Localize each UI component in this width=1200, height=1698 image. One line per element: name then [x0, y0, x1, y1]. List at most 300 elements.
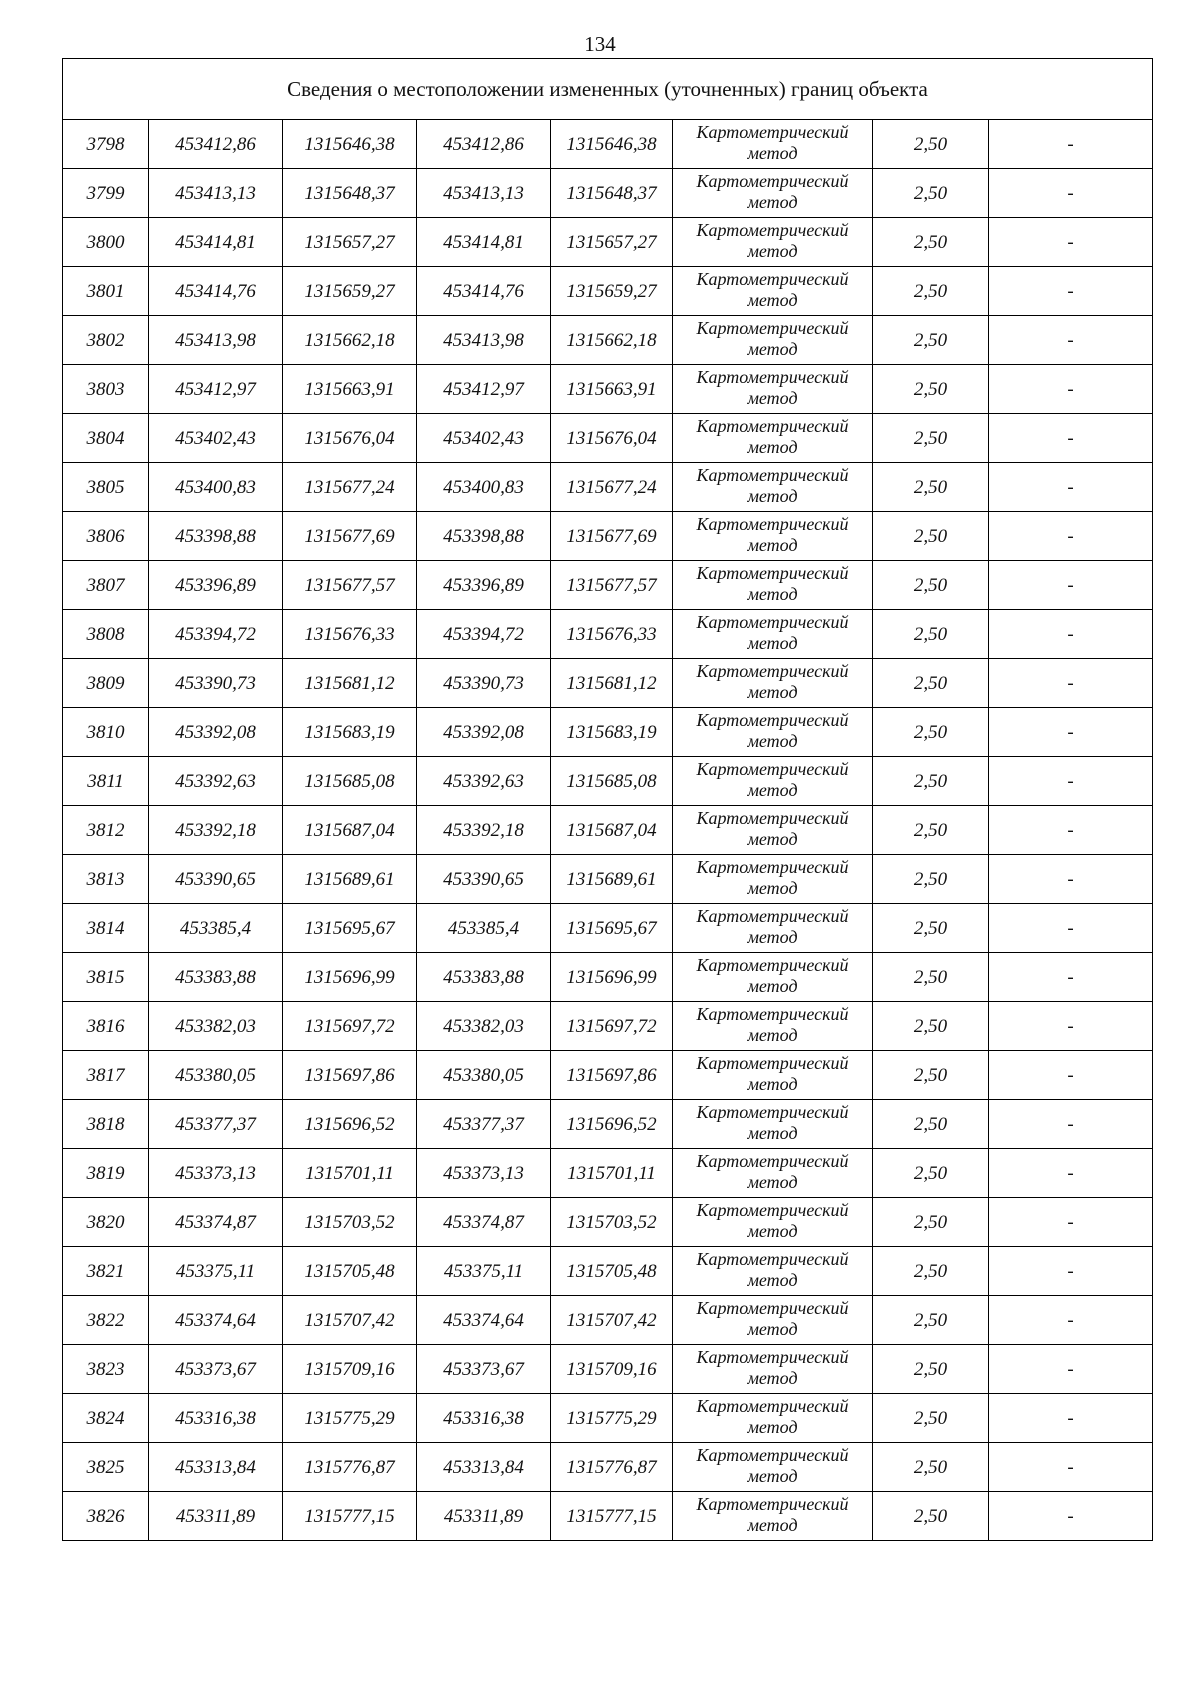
y-existing-cell: 1315685,08 [283, 757, 417, 806]
method-line-2: метод [747, 387, 798, 408]
point-number-cell: 3809 [63, 659, 149, 708]
method-cell [673, 120, 873, 169]
x-existing-cell: 453414,76 [149, 267, 283, 316]
y-existing-cell: 1315777,15 [283, 1492, 417, 1541]
table-row [63, 855, 1153, 904]
mean-error-cell: 2,50 [873, 267, 989, 316]
page-number: 134 [584, 32, 616, 56]
y-refined-cell: 1315707,42 [551, 1296, 673, 1345]
note-cell: - [989, 610, 1153, 659]
x-refined-cell: 453394,72 [417, 610, 551, 659]
x-existing-cell: 453311,89 [149, 1492, 283, 1541]
method-line-2: метод [747, 485, 798, 506]
table-row [63, 757, 1153, 806]
point-number-cell: 3813 [63, 855, 149, 904]
method-line-1: Картометрический [696, 758, 849, 779]
method-line-1: Картометрический [696, 513, 849, 534]
x-existing-cell: 453373,13 [149, 1149, 283, 1198]
x-refined-cell: 453414,76 [417, 267, 551, 316]
method-cell [673, 806, 873, 855]
mean-error-cell: 2,50 [873, 953, 989, 1002]
method-line-1: Картометрический [696, 807, 849, 828]
table-row [63, 1002, 1153, 1051]
x-refined-cell: 453377,37 [417, 1100, 551, 1149]
table-row [63, 1100, 1153, 1149]
point-number-cell: 3811 [63, 757, 149, 806]
method-line-2: метод [747, 926, 798, 947]
table-row [63, 659, 1153, 708]
y-refined-cell: 1315777,15 [551, 1492, 673, 1541]
table-row [63, 1198, 1153, 1247]
point-number-cell: 3817 [63, 1051, 149, 1100]
method-cell [673, 169, 873, 218]
table-row [63, 218, 1153, 267]
point-number-cell: 3798 [63, 120, 149, 169]
method-cell [673, 757, 873, 806]
y-refined-cell: 1315657,27 [551, 218, 673, 267]
y-refined-cell: 1315697,86 [551, 1051, 673, 1100]
method-line-1: Картометрический [696, 1297, 849, 1318]
method-line-2: метод [747, 730, 798, 751]
method-line-1: Картометрический [696, 954, 849, 975]
y-refined-cell: 1315659,27 [551, 267, 673, 316]
y-refined-cell: 1315663,91 [551, 365, 673, 414]
mean-error-cell: 2,50 [873, 1394, 989, 1443]
note-cell: - [989, 169, 1153, 218]
point-number-cell: 3812 [63, 806, 149, 855]
table-title-row [63, 59, 1153, 120]
note-cell: - [989, 659, 1153, 708]
mean-error-cell: 2,50 [873, 561, 989, 610]
y-existing-cell: 1315677,57 [283, 561, 417, 610]
method-cell [673, 1002, 873, 1051]
y-refined-cell: 1315775,29 [551, 1394, 673, 1443]
method-cell [673, 218, 873, 267]
method-line-1: Картометрический [696, 121, 849, 142]
table-row [63, 904, 1153, 953]
x-existing-cell: 453400,83 [149, 463, 283, 512]
y-refined-cell: 1315687,04 [551, 806, 673, 855]
x-existing-cell: 453394,72 [149, 610, 283, 659]
mean-error-cell: 2,50 [873, 1100, 989, 1149]
y-existing-cell: 1315697,72 [283, 1002, 417, 1051]
point-number-cell: 3824 [63, 1394, 149, 1443]
point-number-cell: 3815 [63, 953, 149, 1002]
method-line-2: метод [747, 436, 798, 457]
y-refined-cell: 1315695,67 [551, 904, 673, 953]
point-number-cell: 3810 [63, 708, 149, 757]
method-cell [673, 414, 873, 463]
y-existing-cell: 1315683,19 [283, 708, 417, 757]
note-cell: - [989, 1100, 1153, 1149]
note-cell: - [989, 1198, 1153, 1247]
method-line-1: Картометрический [696, 464, 849, 485]
x-refined-cell: 453311,89 [417, 1492, 551, 1541]
y-refined-cell: 1315697,72 [551, 1002, 673, 1051]
note-cell: - [989, 953, 1153, 1002]
y-existing-cell: 1315696,52 [283, 1100, 417, 1149]
x-refined-cell: 453392,18 [417, 806, 551, 855]
table-row [63, 463, 1153, 512]
y-existing-cell: 1315681,12 [283, 659, 417, 708]
mean-error-cell: 2,50 [873, 1002, 989, 1051]
note-cell: - [989, 1443, 1153, 1492]
mean-error-cell: 2,50 [873, 414, 989, 463]
x-existing-cell: 453402,43 [149, 414, 283, 463]
y-refined-cell: 1315681,12 [551, 659, 673, 708]
mean-error-cell: 2,50 [873, 1051, 989, 1100]
table-row [63, 806, 1153, 855]
method-line-2: метод [747, 632, 798, 653]
table-row [63, 512, 1153, 561]
method-line-1: Картометрический [696, 1395, 849, 1416]
y-existing-cell: 1315709,16 [283, 1345, 417, 1394]
y-existing-cell: 1315705,48 [283, 1247, 417, 1296]
mean-error-cell: 2,50 [873, 1198, 989, 1247]
note-cell: - [989, 414, 1153, 463]
x-refined-cell: 453373,13 [417, 1149, 551, 1198]
table-row [63, 316, 1153, 365]
point-number-cell: 3820 [63, 1198, 149, 1247]
note-cell: - [989, 120, 1153, 169]
method-cell [673, 1492, 873, 1541]
method-line-1: Картометрический [696, 415, 849, 436]
method-cell [673, 1394, 873, 1443]
y-refined-cell: 1315677,24 [551, 463, 673, 512]
x-existing-cell: 453374,64 [149, 1296, 283, 1345]
method-line-2: метод [747, 828, 798, 849]
note-cell: - [989, 757, 1153, 806]
y-refined-cell: 1315676,33 [551, 610, 673, 659]
x-existing-cell: 453390,73 [149, 659, 283, 708]
table-row [63, 169, 1153, 218]
point-number-cell: 3804 [63, 414, 149, 463]
mean-error-cell: 2,50 [873, 120, 989, 169]
note-cell: - [989, 561, 1153, 610]
point-number-cell: 3799 [63, 169, 149, 218]
method-cell [673, 267, 873, 316]
point-number-cell: 3802 [63, 316, 149, 365]
method-line-2: метод [747, 1514, 798, 1535]
y-refined-cell: 1315646,38 [551, 120, 673, 169]
point-number-cell: 3816 [63, 1002, 149, 1051]
y-existing-cell: 1315648,37 [283, 169, 417, 218]
y-existing-cell: 1315677,69 [283, 512, 417, 561]
y-existing-cell: 1315689,61 [283, 855, 417, 904]
mean-error-cell: 2,50 [873, 169, 989, 218]
note-cell: - [989, 1247, 1153, 1296]
note-cell: - [989, 855, 1153, 904]
x-refined-cell: 453390,73 [417, 659, 551, 708]
y-existing-cell: 1315776,87 [283, 1443, 417, 1492]
table-row [63, 1149, 1153, 1198]
method-cell [673, 1443, 873, 1492]
mean-error-cell: 2,50 [873, 659, 989, 708]
method-line-1: Картометрический [696, 219, 849, 240]
x-refined-cell: 453413,98 [417, 316, 551, 365]
note-cell: - [989, 1296, 1153, 1345]
y-existing-cell: 1315659,27 [283, 267, 417, 316]
table-row [63, 267, 1153, 316]
note-cell: - [989, 365, 1153, 414]
y-refined-cell: 1315696,52 [551, 1100, 673, 1149]
x-refined-cell: 453392,63 [417, 757, 551, 806]
method-cell [673, 1247, 873, 1296]
method-line-1: Картометрический [696, 1052, 849, 1073]
method-line-2: метод [747, 1073, 798, 1094]
method-cell [673, 316, 873, 365]
y-refined-cell: 1315677,57 [551, 561, 673, 610]
table-row [63, 708, 1153, 757]
x-refined-cell: 453375,11 [417, 1247, 551, 1296]
method-line-1: Картометрический [696, 611, 849, 632]
mean-error-cell: 2,50 [873, 904, 989, 953]
method-line-2: метод [747, 681, 798, 702]
x-existing-cell: 453392,18 [149, 806, 283, 855]
x-existing-cell: 453412,97 [149, 365, 283, 414]
coordinates-table [62, 58, 1153, 1541]
x-existing-cell: 453413,98 [149, 316, 283, 365]
y-existing-cell: 1315657,27 [283, 218, 417, 267]
method-line-2: метод [747, 975, 798, 996]
x-refined-cell: 453396,89 [417, 561, 551, 610]
method-line-2: метод [747, 1122, 798, 1143]
y-refined-cell: 1315685,08 [551, 757, 673, 806]
mean-error-cell: 2,50 [873, 1296, 989, 1345]
method-line-2: метод [747, 1318, 798, 1339]
y-existing-cell: 1315701,11 [283, 1149, 417, 1198]
mean-error-cell: 2,50 [873, 512, 989, 561]
y-existing-cell: 1315646,38 [283, 120, 417, 169]
note-cell: - [989, 218, 1153, 267]
method-line-1: Картометрический [696, 1444, 849, 1465]
y-existing-cell: 1315696,99 [283, 953, 417, 1002]
method-line-1: Картометрический [696, 562, 849, 583]
method-cell [673, 855, 873, 904]
table-row [63, 414, 1153, 463]
x-refined-cell: 453412,97 [417, 365, 551, 414]
method-line-1: Картометрический [696, 1199, 849, 1220]
method-cell [673, 512, 873, 561]
mean-error-cell: 2,50 [873, 1247, 989, 1296]
point-number-cell: 3805 [63, 463, 149, 512]
method-line-2: метод [747, 289, 798, 310]
note-cell: - [989, 463, 1153, 512]
method-line-2: метод [747, 338, 798, 359]
method-cell [673, 1345, 873, 1394]
y-refined-cell: 1315701,11 [551, 1149, 673, 1198]
x-refined-cell: 453412,86 [417, 120, 551, 169]
method-cell [673, 1149, 873, 1198]
point-number-cell: 3807 [63, 561, 149, 610]
note-cell: - [989, 904, 1153, 953]
y-existing-cell: 1315697,86 [283, 1051, 417, 1100]
y-existing-cell: 1315662,18 [283, 316, 417, 365]
point-number-cell: 3823 [63, 1345, 149, 1394]
table-row [63, 561, 1153, 610]
y-existing-cell: 1315703,52 [283, 1198, 417, 1247]
method-line-2: метод [747, 779, 798, 800]
method-line-2: метод [747, 1220, 798, 1241]
method-cell [673, 953, 873, 1002]
point-number-cell: 3819 [63, 1149, 149, 1198]
x-refined-cell: 453400,83 [417, 463, 551, 512]
note-cell: - [989, 512, 1153, 561]
method-line-2: метод [747, 1171, 798, 1192]
x-existing-cell: 453392,08 [149, 708, 283, 757]
x-refined-cell: 453373,67 [417, 1345, 551, 1394]
method-line-1: Картометрический [696, 905, 849, 926]
method-cell [673, 1296, 873, 1345]
y-refined-cell: 1315705,48 [551, 1247, 673, 1296]
x-existing-cell: 453396,89 [149, 561, 283, 610]
method-line-2: метод [747, 534, 798, 555]
mean-error-cell: 2,50 [873, 1443, 989, 1492]
x-existing-cell: 453377,37 [149, 1100, 283, 1149]
mean-error-cell: 2,50 [873, 365, 989, 414]
y-existing-cell: 1315677,24 [283, 463, 417, 512]
x-refined-cell: 453402,43 [417, 414, 551, 463]
mean-error-cell: 2,50 [873, 316, 989, 365]
y-existing-cell: 1315775,29 [283, 1394, 417, 1443]
point-number-cell: 3818 [63, 1100, 149, 1149]
mean-error-cell: 2,50 [873, 806, 989, 855]
x-existing-cell: 453392,63 [149, 757, 283, 806]
x-existing-cell: 453398,88 [149, 512, 283, 561]
method-line-2: метод [747, 1024, 798, 1045]
point-number-cell: 3801 [63, 267, 149, 316]
x-existing-cell: 453380,05 [149, 1051, 283, 1100]
y-existing-cell: 1315663,91 [283, 365, 417, 414]
note-cell: - [989, 316, 1153, 365]
x-existing-cell: 453414,81 [149, 218, 283, 267]
note-cell: - [989, 1492, 1153, 1541]
method-line-2: метод [747, 1416, 798, 1437]
method-line-2: метод [747, 191, 798, 212]
note-cell: - [989, 708, 1153, 757]
method-cell [673, 463, 873, 512]
point-number-cell: 3808 [63, 610, 149, 659]
x-existing-cell: 453413,13 [149, 169, 283, 218]
y-refined-cell: 1315776,87 [551, 1443, 673, 1492]
method-line-1: Картометрический [696, 268, 849, 289]
y-refined-cell: 1315662,18 [551, 316, 673, 365]
x-refined-cell: 453383,88 [417, 953, 551, 1002]
method-cell [673, 1051, 873, 1100]
y-refined-cell: 1315676,04 [551, 414, 673, 463]
y-refined-cell: 1315696,99 [551, 953, 673, 1002]
x-refined-cell: 453380,05 [417, 1051, 551, 1100]
x-refined-cell: 453392,08 [417, 708, 551, 757]
method-cell [673, 1100, 873, 1149]
method-line-2: метод [747, 142, 798, 163]
y-existing-cell: 1315695,67 [283, 904, 417, 953]
x-refined-cell: 453382,03 [417, 1002, 551, 1051]
point-number-cell: 3825 [63, 1443, 149, 1492]
note-cell: - [989, 1394, 1153, 1443]
table-row [63, 1247, 1153, 1296]
note-cell: - [989, 806, 1153, 855]
y-refined-cell: 1315677,69 [551, 512, 673, 561]
method-line-1: Картометрический [696, 366, 849, 387]
y-refined-cell: 1315703,52 [551, 1198, 673, 1247]
method-line-1: Картометрический [696, 1493, 849, 1514]
table-row [63, 1394, 1153, 1443]
x-refined-cell: 453374,87 [417, 1198, 551, 1247]
point-number-cell: 3826 [63, 1492, 149, 1541]
x-existing-cell: 453382,03 [149, 1002, 283, 1051]
x-existing-cell: 453316,38 [149, 1394, 283, 1443]
mean-error-cell: 2,50 [873, 610, 989, 659]
note-cell: - [989, 1149, 1153, 1198]
x-refined-cell: 453385,4 [417, 904, 551, 953]
method-cell [673, 561, 873, 610]
table-row [63, 610, 1153, 659]
table-title: Сведения о местоположении измененных (уточненных) границ объекта [63, 59, 1153, 120]
note-cell: - [989, 1002, 1153, 1051]
method-line-1: Картометрический [696, 709, 849, 730]
method-line-1: Картометрический [696, 1003, 849, 1024]
table-row [63, 1051, 1153, 1100]
method-line-1: Картометрический [696, 1248, 849, 1269]
method-cell [673, 708, 873, 757]
method-cell [673, 610, 873, 659]
x-existing-cell: 453373,67 [149, 1345, 283, 1394]
table-row [63, 365, 1153, 414]
method-line-1: Картометрический [696, 1150, 849, 1171]
mean-error-cell: 2,50 [873, 218, 989, 267]
x-refined-cell: 453390,65 [417, 855, 551, 904]
y-refined-cell: 1315683,19 [551, 708, 673, 757]
x-existing-cell: 453383,88 [149, 953, 283, 1002]
y-existing-cell: 1315687,04 [283, 806, 417, 855]
method-line-2: метод [747, 1367, 798, 1388]
x-existing-cell: 453412,86 [149, 120, 283, 169]
table-row [63, 1345, 1153, 1394]
x-existing-cell: 453385,4 [149, 904, 283, 953]
point-number-cell: 3814 [63, 904, 149, 953]
y-existing-cell: 1315707,42 [283, 1296, 417, 1345]
table-row [63, 1296, 1153, 1345]
table-row [63, 120, 1153, 169]
point-number-cell: 3803 [63, 365, 149, 414]
method-line-2: метод [747, 877, 798, 898]
x-existing-cell: 453375,11 [149, 1247, 283, 1296]
x-existing-cell: 453313,84 [149, 1443, 283, 1492]
mean-error-cell: 2,50 [873, 855, 989, 904]
y-existing-cell: 1315676,04 [283, 414, 417, 463]
method-cell [673, 365, 873, 414]
method-line-1: Картометрический [696, 1346, 849, 1367]
method-line-2: метод [747, 1465, 798, 1486]
method-line-2: метод [747, 583, 798, 604]
table-row [63, 1443, 1153, 1492]
method-line-2: метод [747, 240, 798, 261]
y-refined-cell: 1315648,37 [551, 169, 673, 218]
y-existing-cell: 1315676,33 [283, 610, 417, 659]
x-existing-cell: 453390,65 [149, 855, 283, 904]
point-number-cell: 3822 [63, 1296, 149, 1345]
mean-error-cell: 2,50 [873, 1345, 989, 1394]
x-existing-cell: 453374,87 [149, 1198, 283, 1247]
x-refined-cell: 453313,84 [417, 1443, 551, 1492]
table-row [63, 953, 1153, 1002]
point-number-cell: 3800 [63, 218, 149, 267]
note-cell: - [989, 1345, 1153, 1394]
mean-error-cell: 2,50 [873, 757, 989, 806]
mean-error-cell: 2,50 [873, 463, 989, 512]
mean-error-cell: 2,50 [873, 1492, 989, 1541]
